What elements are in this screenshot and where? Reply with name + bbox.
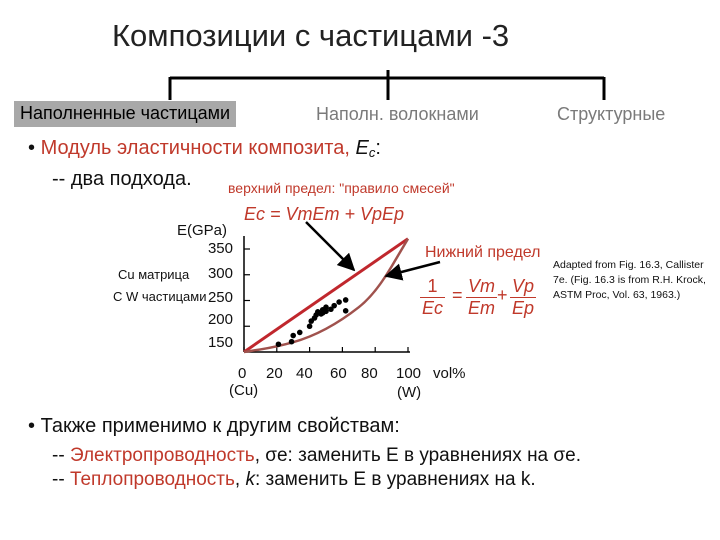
annotation-arrows	[306, 222, 440, 276]
data-point	[331, 303, 337, 309]
figure-citation: Adapted from Fig. 16.3, Callister 7e. (Fig. 16.3 is from R.H. Krock, ASTM Proc, Vol. 63, 1963.)	[553, 259, 706, 301]
data-point	[290, 333, 296, 339]
thermal-conductivity-line: -- Теплопроводность, k: заменить E в уравнениях на k.	[52, 469, 536, 490]
data-point	[336, 299, 342, 305]
composite-modulus-symbol: $E_c$	[355, 137, 376, 160]
category-particle-filled: Наполненные частицами	[14, 101, 236, 127]
category-structural: Структурные	[557, 104, 666, 124]
bullet-modulus-text: Модуль эластичности композита,	[40, 137, 350, 159]
two-approaches-text: -- два подхода.	[52, 168, 192, 190]
x-tick-label: 0	[238, 365, 247, 382]
data-point	[307, 323, 313, 329]
data-point	[323, 304, 329, 310]
data-point	[297, 330, 303, 336]
y-tick-label: 250	[207, 289, 233, 306]
k-symbol: k	[245, 469, 255, 490]
x-tick-label: 20	[266, 365, 283, 382]
frac-term-2: $\frac{Vp}{Ep}$	[512, 276, 535, 318]
y-tick-label: 200	[207, 311, 233, 328]
upper-bound-line	[244, 239, 408, 352]
x-tick-label: 40	[296, 365, 313, 382]
y-tick-label: 150	[207, 334, 233, 351]
y-tick-label: 350	[207, 240, 233, 257]
x-axis-cu-label: (Cu)	[229, 382, 259, 399]
frac-lhs: $\frac{1}{Ec}$	[422, 276, 444, 318]
x-axis-unit: vol%	[433, 365, 466, 382]
x-axis-w-label: (W)	[397, 384, 422, 401]
y-axis-title: E(GPa)	[177, 222, 228, 239]
frac-term-1: $\frac{Vm}{Em}$	[468, 276, 495, 318]
data-point	[343, 297, 349, 303]
x-tick-label: 60	[330, 365, 347, 382]
data-point	[343, 308, 349, 314]
slide-title: Композиции с частицами -3	[112, 18, 510, 53]
x-tick-label: 80	[361, 365, 378, 382]
upper-bound-label: верхний предел: "правило смесей"	[228, 180, 455, 196]
sigma-e-symbol: σe	[265, 445, 288, 466]
bullet-marker: •	[28, 137, 36, 159]
y-tick-label: 300	[207, 265, 233, 282]
frac-plus: +	[497, 285, 508, 305]
bullet-other-properties-text: Также применимо к другим свойствам:	[40, 415, 400, 437]
data-point	[276, 341, 282, 347]
cu-matrix-label: Cu матрица	[118, 267, 190, 282]
lower-bound-label: Нижний предел	[425, 244, 541, 261]
category-fiber-filled: Наполн. волокнами	[316, 104, 479, 124]
electrical-conductivity-line: -- Электропроводность, σe: заменить E в уравнениях на σe.	[52, 445, 581, 466]
frac-equals: =	[452, 285, 463, 305]
w-particles-label: C W частицами	[113, 289, 207, 304]
x-tick-label: 100	[396, 365, 422, 382]
upper-bound-formula: Ec = VmEm + VpEp	[244, 204, 405, 224]
thermal-conductivity-term: Теплопроводность	[69, 469, 235, 490]
upper-bound-arrow	[306, 222, 354, 270]
bullet-other-properties	[28, 415, 400, 438]
bullet-colon: :	[375, 137, 381, 159]
plot-curves	[244, 239, 408, 352]
electrical-conductivity-term: Электропроводность	[69, 445, 255, 466]
bullet-marker: •	[28, 415, 36, 437]
data-point	[289, 339, 295, 345]
